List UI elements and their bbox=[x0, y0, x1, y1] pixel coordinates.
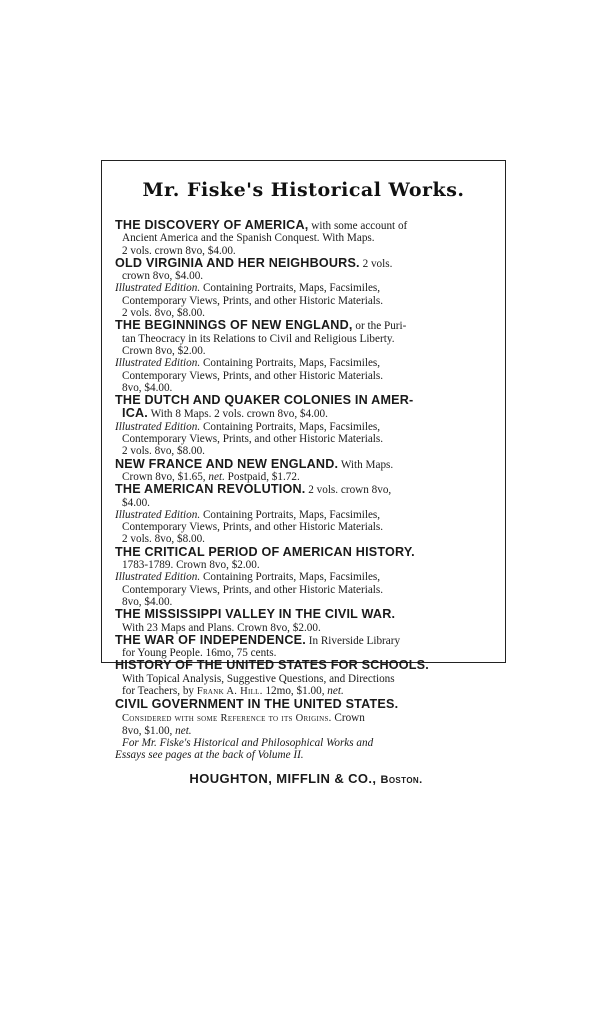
entry-war-of-independence bbox=[115, 634, 497, 660]
publisher-imprint bbox=[115, 771, 497, 786]
entry-title: HISTORY OF THE UNITED STATES FOR SCHOOLS. bbox=[115, 658, 429, 673]
entry-text: Crown bbox=[331, 711, 365, 724]
entry-old-virginia bbox=[115, 257, 497, 283]
entry-critical-period bbox=[115, 546, 497, 572]
net-label: net. bbox=[175, 724, 192, 737]
entry-text: Contemporary Views, Prints, and other Historic Materials. bbox=[122, 521, 384, 534]
entry-history-for-schools bbox=[115, 659, 497, 698]
edition-label: Illustrated Edition. bbox=[115, 508, 201, 521]
advertisement-frame bbox=[101, 160, 506, 786]
entry-title: THE DUTCH AND QUAKER COLONIES IN AMER- bbox=[115, 393, 414, 408]
entry-beginnings-of-new-england bbox=[115, 319, 497, 357]
edition-label: Illustrated Edition. bbox=[115, 282, 201, 295]
entry-subtitle: Considered with some Reference to its Origins. bbox=[122, 712, 332, 724]
entry-american-revolution bbox=[115, 483, 497, 509]
publisher-name: HOUGHTON, MIFFLIN & CO., bbox=[189, 770, 377, 786]
footnote-line: For Mr. Fiske's Historical and Philosophical Works and bbox=[122, 737, 374, 750]
entry-title: THE WAR OF INDEPENDENCE. bbox=[115, 632, 306, 647]
edition-label: Illustrated Edition. bbox=[115, 357, 201, 370]
entry-price: 2 vols. 8vo, $8.00. bbox=[122, 445, 205, 458]
entry-text: Contemporary Views, Prints, and other Historic Materials. bbox=[122, 369, 384, 382]
entry-price: $4.00. bbox=[122, 496, 150, 509]
entry-text: Contemporary Views, Prints, and other Historic Materials. bbox=[122, 433, 384, 446]
entry-text: 2 vols. crown 8vo, bbox=[305, 484, 392, 497]
entry-mississippi-valley bbox=[115, 608, 497, 634]
entry-title: CIVIL GOVERNMENT IN THE UNITED STATES. bbox=[115, 697, 399, 712]
entry-title: THE CRITICAL PERIOD OF AMERICAN HISTORY. bbox=[115, 544, 415, 559]
book-list bbox=[115, 219, 497, 786]
entry-price: 2 vols. 8vo, $8.00. bbox=[122, 307, 205, 320]
entry-title: THE DISCOVERY OF AMERICA, bbox=[115, 218, 309, 232]
entry-illustrated-edition bbox=[115, 282, 497, 319]
entry-price: Crown 8vo, $2.00. bbox=[122, 344, 206, 357]
entry-text: Contemporary Views, Prints, and other Historic Materials. bbox=[122, 583, 384, 596]
entry-text: tan Theocracy in its Relations to Civil and Religious Liberty. bbox=[122, 332, 395, 345]
entry-text: with some account of bbox=[308, 220, 408, 232]
entry-text: With Maps. bbox=[338, 458, 394, 471]
entry-dutch-and-quaker-colonies bbox=[115, 394, 497, 421]
entry-title: OLD VIRGINIA AND HER NEIGHBOURS. bbox=[115, 255, 360, 270]
entry-civil-government bbox=[115, 698, 497, 737]
entry-text: Containing Portraits, Maps, Facsimiles, bbox=[200, 571, 381, 584]
edition-label: Illustrated Edition. bbox=[115, 420, 201, 433]
footnote bbox=[115, 737, 497, 762]
entry-price: 2 vols. crown 8vo, $4.00. bbox=[122, 244, 236, 257]
entry-text: Ancient America and the Spanish Conquest. With Maps. bbox=[122, 232, 375, 245]
entry-illustrated-edition bbox=[115, 571, 497, 608]
entry-new-france-and-new-england bbox=[115, 458, 497, 484]
entry-title: THE BEGINNINGS OF NEW ENGLAND, bbox=[115, 318, 353, 333]
entry-price: 12mo, $1.00, bbox=[262, 684, 328, 697]
entry-price: 2 vols. 8vo, $8.00. bbox=[122, 533, 205, 546]
publisher-city: Boston. bbox=[380, 773, 423, 786]
net-label: net. bbox=[327, 684, 344, 697]
entry-price: 1783-1789. Crown 8vo, $2.00. bbox=[122, 559, 260, 572]
entry-price: crown 8vo, $4.00. bbox=[122, 270, 204, 283]
entry-price: 8vo, $4.00. bbox=[122, 595, 173, 608]
entry-text: Containing Portraits, Maps, Facsimiles, bbox=[200, 420, 381, 433]
entry-discovery-of-america bbox=[115, 219, 497, 257]
entry-title: THE AMERICAN REVOLUTION. bbox=[115, 482, 306, 497]
entry-title: ICA. bbox=[122, 406, 148, 421]
page-title: Mr. Fiske's Historical Works. bbox=[142, 179, 465, 201]
entry-price: 8vo, $4.00. bbox=[122, 381, 173, 394]
entry-text: Containing Portraits, Maps, Facsimiles, bbox=[200, 508, 381, 521]
entry-illustrated-edition bbox=[115, 421, 497, 458]
entry-text: for Teachers, by bbox=[122, 684, 197, 697]
entry-title: THE MISSISSIPPI VALLEY IN THE CIVIL WAR. bbox=[115, 607, 396, 622]
footnote-line: Essays see pages at the back of Volume II. bbox=[115, 749, 304, 762]
author-name: Frank A. Hill. bbox=[196, 685, 263, 697]
entry-text: With 8 Maps. 2 vols. crown 8vo, $4.00. bbox=[148, 408, 328, 421]
entry-text: Containing Portraits, Maps, Facsimiles, bbox=[200, 282, 381, 295]
entry-illustrated-edition bbox=[115, 509, 497, 546]
entry-price: Postpaid, $1.72. bbox=[224, 470, 300, 483]
entry-text: Contemporary Views, Prints, and other Historic Materials. bbox=[122, 294, 384, 307]
entry-text: or the Puri- bbox=[352, 320, 407, 333]
net-label: net. bbox=[208, 470, 225, 483]
entry-price: 8vo, $1.00, bbox=[122, 724, 176, 737]
entry-title: NEW FRANCE AND NEW ENGLAND. bbox=[115, 456, 339, 471]
entry-price: With 23 Maps and Plans. Crown 8vo, $2.00. bbox=[122, 621, 321, 634]
entry-text: In Riverside Library bbox=[305, 634, 401, 647]
entry-illustrated-edition bbox=[115, 357, 497, 394]
entry-price: for Young People. 16mo, 75 cents. bbox=[122, 647, 277, 660]
entry-text: Containing Portraits, Maps, Facsimiles, bbox=[200, 357, 381, 370]
entry-price: Crown 8vo, $1.65, bbox=[122, 470, 209, 483]
entry-text: 2 vols. bbox=[359, 257, 393, 270]
entry-text: With Topical Analysis, Suggestive Questions, and Directions bbox=[122, 672, 395, 685]
edition-label: Illustrated Edition. bbox=[115, 571, 201, 584]
